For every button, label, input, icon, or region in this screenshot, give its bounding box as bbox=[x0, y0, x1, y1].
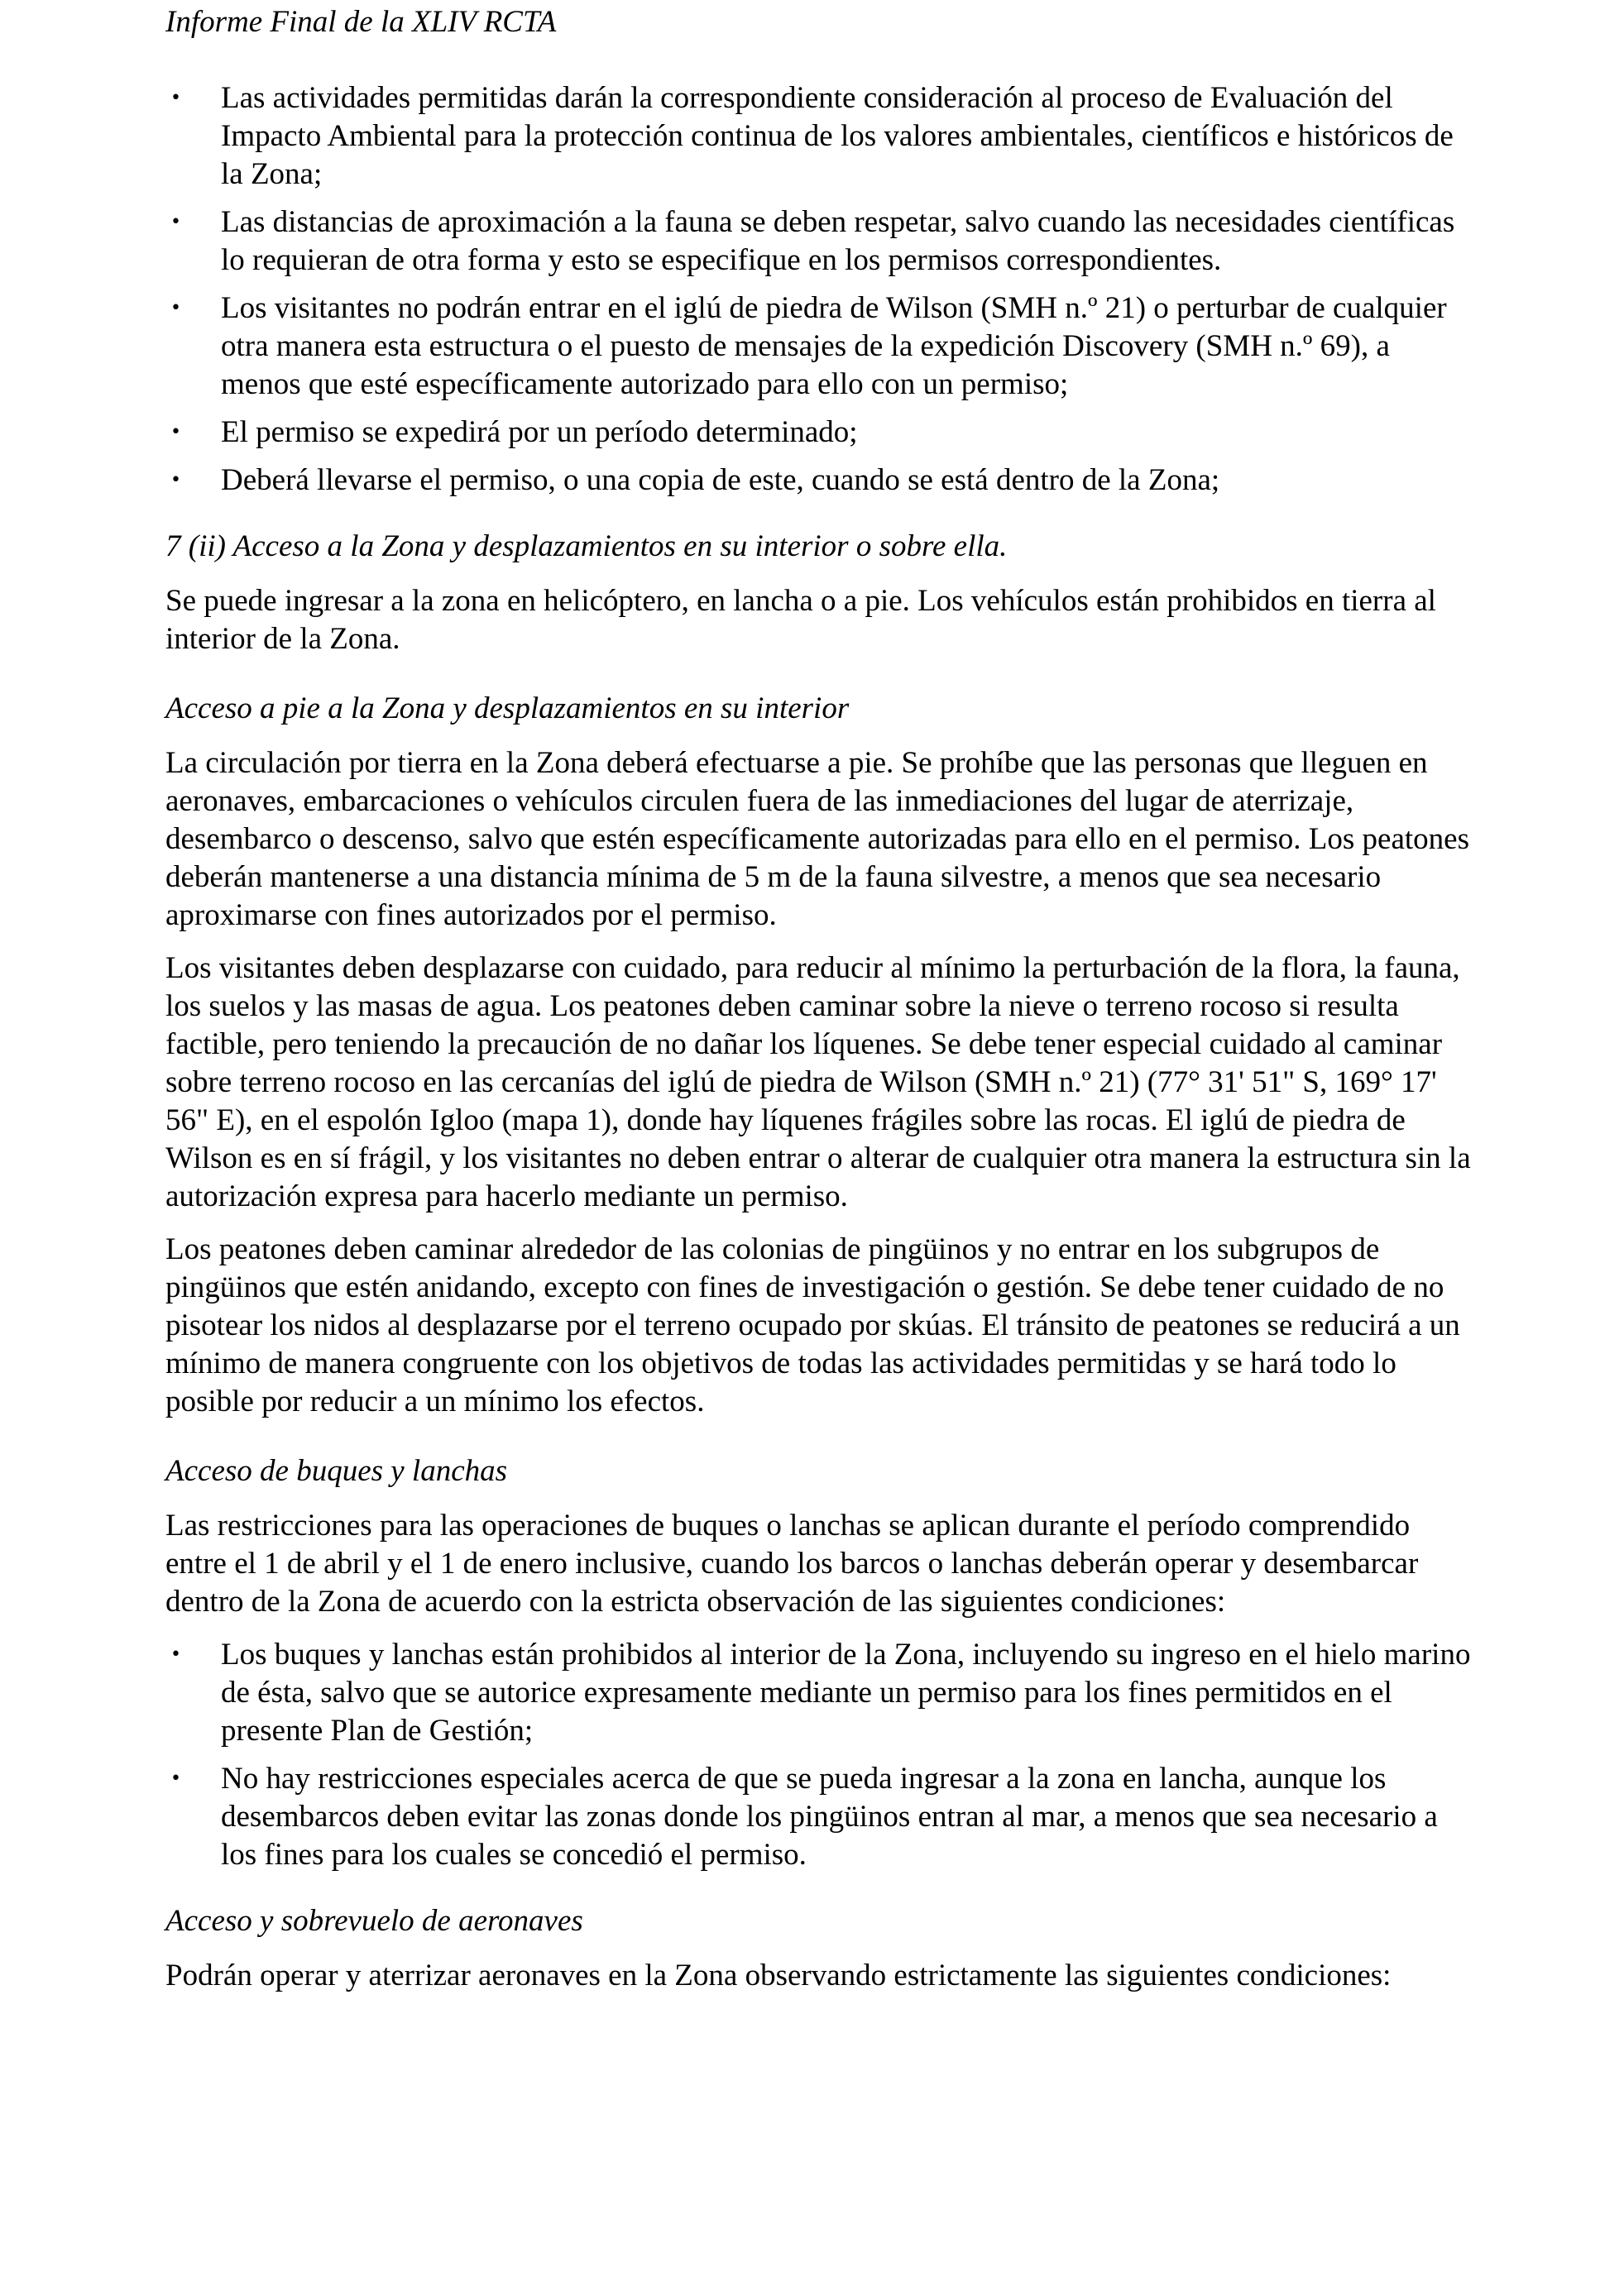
boat-conditions-list bbox=[165, 1636, 1473, 1874]
bullet-icon: • bbox=[170, 88, 181, 108]
section-heading-boats: Acceso de buques y lanchas bbox=[165, 1454, 508, 1488]
paragraph: Las restricciones para las operaciones de buques o lanchas se aplican durante el período comprendido entre el 1 de abril y el 1 de enero inclusive, cuando los barcos o lanchas deberán operar y desembarcar dentro de la Zona de acuerdo con la estricta observación de las siguientes condiciones: bbox=[165, 1509, 1419, 1619]
section-heading-aircraft: Acceso y sobrevuelo de aeronaves bbox=[165, 1904, 583, 1938]
paragraph: Podrán operar y aterrizar aeronaves en la Zona observando estrictamente las siguientes condiciones: bbox=[165, 1959, 1392, 1992]
list-item: • No hay restricciones especiales acerca de que se pueda ingresar a la zona en lancha, aunque los desembarcos deben evitar las zonas donde los pingüinos entran al mar, a menos que sea necesario a los fines para los cuales se concedió el permiso. bbox=[170, 1762, 1438, 1872]
bullet-icon: • bbox=[170, 470, 181, 490]
paragraph: La circulación por tierra en la Zona deberá efectuarse a pie. Se prohíbe que las personas que lleguen en aeronaves, embarcaciones o vehículos circulen fuera de las inmediaciones del lugar de aterrizaje, desembarco o descenso, salvo que estén específicamente autorizadas para ello en el permiso. Los peatones deberán mantenerse a una distancia mínima de 5 m de la fauna silvestre, a menos que sea necesario aproximarse con fines autorizados por el permiso. bbox=[165, 746, 1469, 932]
list-item: • Los visitantes no podrán entrar en el iglú de piedra de Wilson (SMH n.º 21) o perturbar de cualquier otra manera esta estructura o el puesto de mensajes de la expedición Discovery (SMH n.º 69), a menos que esté específicamente autorizado para ello con un permiso; bbox=[170, 291, 1447, 401]
page-content bbox=[165, 79, 1473, 2010]
running-header: Informe Final de la XLIV RCTA bbox=[165, 5, 557, 39]
section-heading-foot-access: Acceso a pie a la Zona y desplazamientos en su interior bbox=[165, 691, 850, 725]
bullet-icon: • bbox=[170, 1768, 181, 1789]
section-heading-access: 7 (ii) Acceso a la Zona y desplazamientos en su interior o sobre ella. bbox=[165, 529, 1008, 563]
paragraph: Los peatones deben caminar alrededor de las colonias de pingüinos y no entrar en los subgrupos de pingüinos que estén anidando, excepto con fines de investigación o gestión. Se debe tener cuidado de no pisotear los nidos al desplazarse por el terreno ocupado por skúas. El tránsito de peatones se reducirá a un mínimo de manera congruente con los objetivos de todas las actividades permitidas y se hará todo lo posible por reducir a un mínimo los efectos. bbox=[165, 1232, 1460, 1418]
list-item: • Los buques y lanchas están prohibidos al interior de la Zona, incluyendo su ingreso en el hielo marino de ésta, salvo que se autorice expresamente mediante un permiso para los fines permitidos en el presente Plan de Gestión; bbox=[170, 1638, 1471, 1748]
bullet-icon: • bbox=[170, 1644, 181, 1665]
paragraph: Los visitantes deben desplazarse con cuidado, para reducir al mínimo la perturbación de la flora, la fauna, los suelos y las masas de agua. Los peatones deben caminar sobre la nieve o terreno rocoso si resulta factible, pero teniendo la precaución de no dañar los líquenes. Se debe tener especial cuidado al caminar sobre terreno rocoso en las cercanías del iglú de piedra de Wilson (SMH n.º 21) (77° 31' 51" S, 169° 17' 56" E), en el espolón Igloo (mapa 1), donde hay líquenes frágiles sobre las rocas. El iglú de piedra de Wilson es en sí frágil, y los visitantes no deben entrar o alterar de cualquier otra manera la estructura sin la autorización expresa para hacerlo mediante un permiso. bbox=[165, 951, 1471, 1213]
list-item: • Las actividades permitidas darán la correspondiente consideración al proceso de Evaluación del Impacto Ambiental para la protección continua de los valores ambientales, científicos e históricos de la Zona; bbox=[170, 81, 1454, 191]
bullet-icon: • bbox=[170, 298, 181, 318]
bullet-icon: • bbox=[170, 212, 181, 232]
list-item: • El permiso se expedirá por un período determinado; bbox=[165, 414, 1473, 452]
paragraph: Se puede ingresar a la zona en helicóptero, en lancha o a pie. Los vehículos están prohibidos en tierra al interior de la Zona. bbox=[165, 584, 1436, 656]
bullet-icon: • bbox=[170, 422, 181, 442]
list-item: • Deberá llevarse el permiso, o una copia de este, cuando se está dentro de la Zona; bbox=[165, 462, 1473, 500]
list-item: • Las distancias de aproximación a la fauna se deben respetar, salvo cuando las necesidades científicas lo requieran de otra forma y esto se especifique en los permisos correspondientes. bbox=[170, 205, 1455, 277]
permit-conditions-list bbox=[165, 79, 1473, 500]
